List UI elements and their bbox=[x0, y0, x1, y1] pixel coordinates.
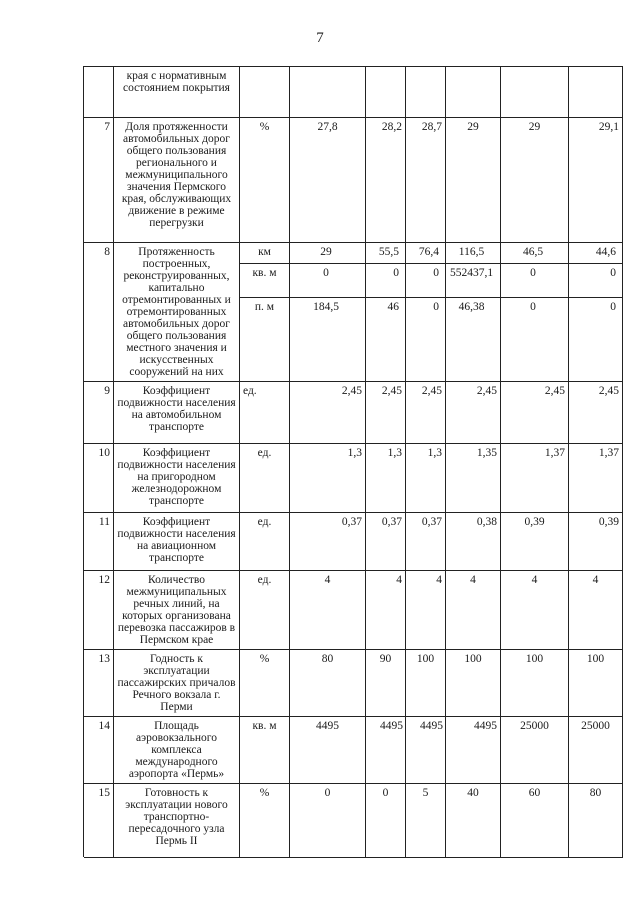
table-row bbox=[23, 650, 623, 717]
value-cell: 2,45 bbox=[446, 382, 501, 444]
value-cell bbox=[406, 67, 446, 118]
value-cell: 27,8 bbox=[290, 118, 366, 243]
value-cell: 0 bbox=[290, 784, 366, 858]
value-cell: 100 bbox=[501, 650, 569, 717]
unit: кв. м bbox=[240, 263, 289, 297]
value-cell: 100 bbox=[406, 650, 446, 717]
value-cell bbox=[569, 67, 623, 118]
value-cell: 76,4 bbox=[418, 246, 439, 258]
unit: км bbox=[258, 246, 271, 258]
unit: % bbox=[240, 118, 290, 243]
value-cell: 1,3 bbox=[290, 444, 366, 513]
value-cell: 4495 bbox=[290, 717, 366, 784]
value-cell: 116,5 bbox=[458, 246, 485, 258]
table-row bbox=[23, 444, 623, 513]
value-cell: 25000 bbox=[501, 717, 569, 784]
row-number: 8 bbox=[84, 243, 114, 382]
table-row bbox=[23, 784, 623, 858]
value-cell: 2,45 bbox=[366, 382, 406, 444]
unit: п. м bbox=[240, 297, 289, 377]
value-cell: 44,6 bbox=[595, 246, 616, 258]
value-subcells bbox=[569, 243, 623, 382]
indicator-name: Протяженность построенных, реконструированных, капитально отремонтированных и отремонтированных автомобильных дорог общего пользования местного значения и искусственных сооружений на них bbox=[114, 243, 240, 382]
unit: % bbox=[240, 784, 290, 858]
indicators-table bbox=[22, 66, 623, 858]
value-cell: 55,5 bbox=[378, 246, 399, 258]
unit: ед. bbox=[240, 444, 290, 513]
indicator-name: Площадь аэровокзального комплекса международного аэропорта «Пермь» bbox=[114, 717, 240, 784]
indicator-name: Коэффициент подвижности населения на авиационном транспорте bbox=[114, 513, 240, 571]
value-cell: 0,38 bbox=[446, 513, 501, 571]
value-cell: 0 bbox=[366, 784, 406, 858]
value-cell: 0,37 bbox=[366, 513, 406, 571]
value-cell: 90 bbox=[366, 650, 406, 717]
value-cell: 4 bbox=[406, 571, 446, 650]
value-cell bbox=[446, 67, 501, 118]
value-cell: 28,2 bbox=[366, 118, 406, 243]
value-cell bbox=[501, 67, 569, 118]
value-cell: 29 bbox=[501, 118, 569, 243]
page-number: 7 bbox=[316, 30, 324, 46]
unit: % bbox=[240, 650, 290, 717]
value-cell: 0 bbox=[366, 263, 405, 297]
table-row bbox=[23, 243, 623, 382]
row-number: 13 bbox=[84, 650, 114, 717]
unit: ед. bbox=[240, 382, 290, 444]
indicator-name: Доля протяженности автомобильных дорог общего пользования регионального и межмуниципального значения Пермского края, обслуживающих движение в режиме перегрузки bbox=[114, 118, 240, 243]
value-cell: 46 bbox=[366, 297, 405, 377]
value-cell: 46,5 bbox=[522, 246, 544, 258]
value-cell: 25000 bbox=[569, 717, 623, 784]
value-cell: 552437,1 bbox=[446, 263, 500, 297]
value-cell: 1,3 bbox=[366, 444, 406, 513]
value-cell: 1,35 bbox=[446, 444, 501, 513]
value-cell: 1,37 bbox=[501, 444, 569, 513]
value-cell: 0 bbox=[501, 263, 568, 297]
row-number: 15 bbox=[84, 784, 114, 858]
value-cell: 29 bbox=[446, 118, 501, 243]
row-number: 9 bbox=[84, 382, 114, 444]
value-cell: 5 bbox=[406, 784, 446, 858]
value-cell: 4 bbox=[366, 571, 406, 650]
value-cell: 2,45 bbox=[569, 382, 623, 444]
value-cell: 0 bbox=[290, 263, 365, 297]
value-cell: 2,45 bbox=[290, 382, 366, 444]
value-cell: 1,37 bbox=[569, 444, 623, 513]
value-cell: 4 bbox=[446, 571, 501, 650]
value-subcells bbox=[446, 243, 501, 382]
table-row bbox=[23, 118, 623, 243]
row-number: 10 bbox=[84, 444, 114, 513]
unit: ед. bbox=[240, 571, 290, 650]
value-subcells bbox=[366, 243, 406, 382]
value-cell: 29 bbox=[320, 246, 332, 258]
value-cell: 4 bbox=[290, 571, 366, 650]
indicator-name: Годность к эксплуатации пассажирских причалов Речного вокзала г. Перми bbox=[114, 650, 240, 717]
table-row bbox=[23, 571, 623, 650]
value-cell: 4495 bbox=[406, 717, 446, 784]
value-cell: 100 bbox=[569, 650, 623, 717]
row-number: 7 bbox=[84, 118, 114, 243]
indicator-name: Коэффициент подвижности населения на пригородном железнодорожном транспорте bbox=[114, 444, 240, 513]
value-cell: 46,38 bbox=[446, 297, 500, 377]
table-row bbox=[23, 67, 623, 118]
value-cell: 4 bbox=[501, 571, 569, 650]
unit: ед. bbox=[240, 513, 290, 571]
value-subcells bbox=[406, 243, 446, 382]
value-cell: 184,5 bbox=[290, 297, 365, 377]
row-number: 11 bbox=[84, 513, 114, 571]
value-cell: 0,37 bbox=[290, 513, 366, 571]
table-row bbox=[23, 382, 623, 444]
indicator-name: Количество межмуниципальных речных линий, на которых организована перевозка пассажиров в Пермском крае bbox=[114, 571, 240, 650]
value-cell: 0 bbox=[569, 263, 622, 297]
unit-subcells bbox=[240, 243, 290, 382]
value-cell: 4495 bbox=[446, 717, 501, 784]
value-cell: 0,37 bbox=[406, 513, 446, 571]
value-cell: 60 bbox=[501, 784, 569, 858]
row-number: 14 bbox=[84, 717, 114, 784]
row-number: 12 bbox=[84, 571, 114, 650]
value-cell: 100 bbox=[446, 650, 501, 717]
value-cell: 0,39 bbox=[501, 513, 569, 571]
table-row bbox=[23, 717, 623, 784]
value-cell: 0 bbox=[406, 297, 445, 377]
value-subcells bbox=[290, 243, 366, 382]
value-cell: 4 bbox=[569, 571, 623, 650]
indicator-name: Готовность к эксплуатации нового транспортно-пересадочного узла Пермь II bbox=[114, 784, 240, 858]
value-cell: 80 bbox=[569, 784, 623, 858]
value-cell: 0 bbox=[501, 297, 568, 377]
value-cell: 80 bbox=[290, 650, 366, 717]
value-subcells bbox=[501, 243, 569, 382]
value-cell: 0 bbox=[569, 297, 622, 377]
value-cell bbox=[290, 67, 366, 118]
value-cell: 0 bbox=[406, 263, 445, 297]
unit bbox=[240, 67, 290, 118]
value-cell: 29,1 bbox=[569, 118, 623, 243]
value-cell: 2,45 bbox=[406, 382, 446, 444]
value-cell bbox=[366, 67, 406, 118]
left-margin-cell bbox=[23, 67, 84, 858]
value-cell: 40 bbox=[446, 784, 501, 858]
unit: кв. м bbox=[240, 717, 290, 784]
value-cell: 0,39 bbox=[569, 513, 623, 571]
indicator-name: края с нормативным состоянием покрытия bbox=[114, 67, 240, 118]
table-row bbox=[23, 513, 623, 571]
indicator-name: Коэффициент подвижности населения на автомобильном транспорте bbox=[114, 382, 240, 444]
value-cell: 2,45 bbox=[501, 382, 569, 444]
value-cell: 1,3 bbox=[406, 444, 446, 513]
value-cell: 4495 bbox=[366, 717, 406, 784]
value-cell: 28,7 bbox=[406, 118, 446, 243]
row-number bbox=[84, 67, 114, 118]
